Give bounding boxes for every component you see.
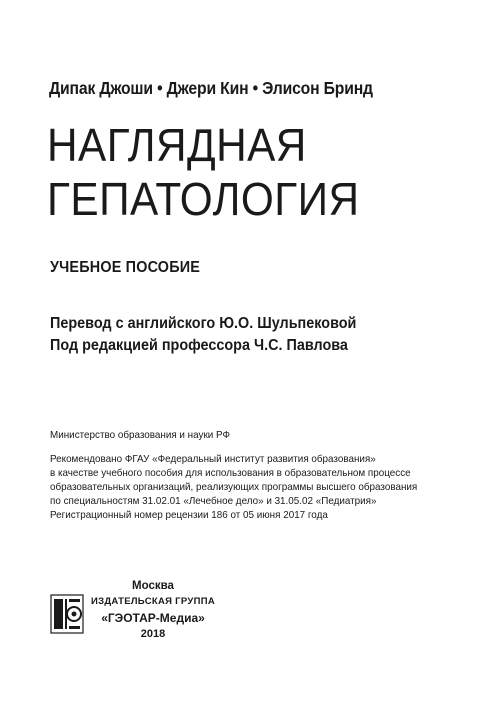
publisher-city: Москва [132,580,174,592]
approval-line-3: образовательных организаций, реализующих программы высшего образования [50,481,418,493]
title-line-1: НАГЛЯДНАЯ [47,119,307,171]
title-line-2: ГЕПАТОЛОГИЯ [47,173,360,225]
approval-block [50,452,417,508]
publisher-block [50,578,250,658]
publisher-brand: «ГЭОТАР-Медиа» [101,611,205,625]
approval-line-1: Рекомендовано ФГАУ «Федеральный институт развития образования» [50,453,376,465]
editor-credit: Под редакцией профессора Ч.С. Павлова [50,337,348,354]
publisher-group: ИЗДАТЕЛЬСКАЯ ГРУППА [90,596,216,607]
publication-year: 2018 [140,628,166,640]
credits-block [50,313,356,357]
book-subtitle: УЧЕБНОЕ ПОСОБИЕ [50,259,201,276]
translation-credit: Перевод с английского Ю.О. Шульпековой [50,315,357,332]
publisher-text [88,578,218,642]
ministry-line: Министерство образования и науки РФ [50,429,231,441]
registration-line: Регистрационный номер рецензии 186 от 05 июня 2017 года [50,509,328,521]
approval-line-4: по специальностям 31.02.01 «Лечебное дело» и 31.05.02 «Педиатрия» [50,495,377,507]
authors-line: Дипак Джоши • Джери Кин • Элисон Бринд [49,78,373,98]
publisher-logo-icon [50,594,84,634]
approval-line-2: в качестве учебного пособия для использования в образовательном процессе [50,467,411,479]
book-title [47,118,360,226]
